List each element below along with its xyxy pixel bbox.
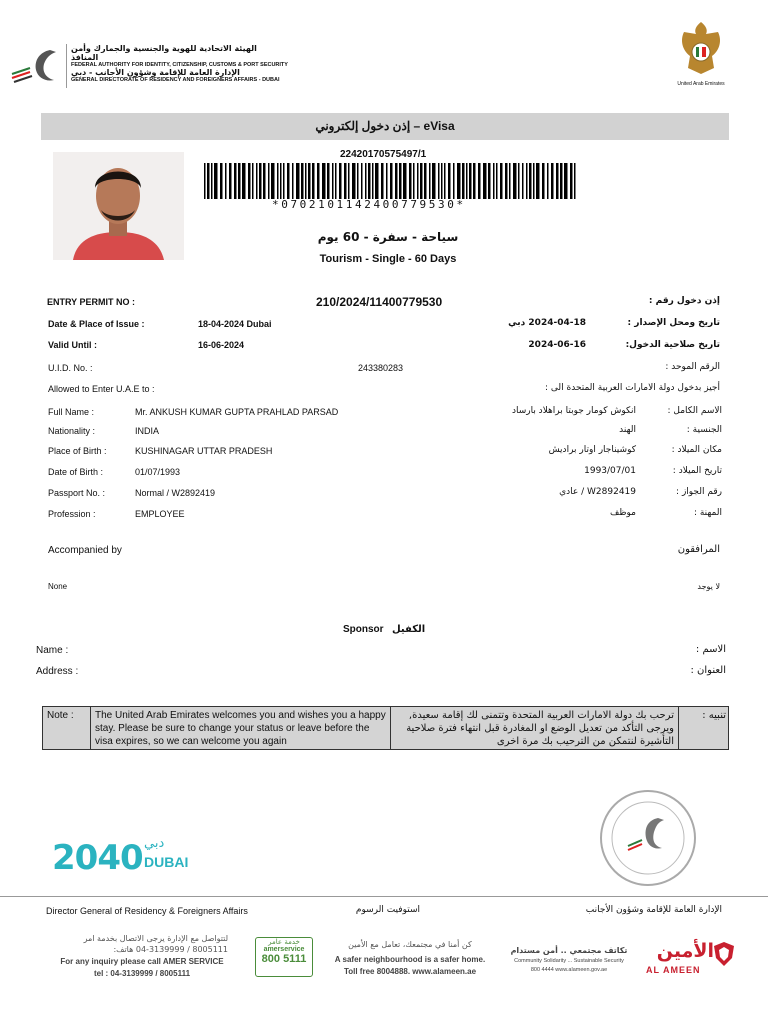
barcode-bar bbox=[462, 163, 465, 199]
barcode-bar bbox=[256, 163, 258, 199]
community-en: Community Solidarity ... Sustainable Security bbox=[514, 958, 624, 964]
barcode-bar bbox=[301, 163, 304, 199]
barcode-bar bbox=[399, 163, 402, 199]
barcode-bar bbox=[513, 163, 517, 199]
note-box bbox=[42, 706, 729, 750]
entry-permit-label: ENTRY PERMIT NO : bbox=[47, 297, 136, 307]
field-label-ar: تاريخ الميلاد : bbox=[672, 466, 722, 476]
barcode bbox=[204, 163, 578, 199]
barcode-bar bbox=[483, 163, 487, 199]
barcode-bar bbox=[277, 163, 279, 199]
uae-falcon-emblem-icon bbox=[674, 20, 728, 76]
barcode-bar bbox=[438, 163, 440, 199]
barcode-bar bbox=[409, 163, 412, 199]
field-value: KUSHINAGAR UTTAR PRADESH bbox=[135, 446, 273, 456]
authority-ar-1: الهيئة الاتحادية للهوية والجنسية والجمارك وأمن المنافذ bbox=[71, 44, 257, 62]
valid-label: Valid Until : bbox=[48, 340, 98, 350]
issue-value-ar: 2024-04-18 دبي bbox=[508, 318, 586, 328]
contact-ar-2: 8005111 / 04-3139999 هاتف: bbox=[113, 945, 228, 954]
barcode-bar bbox=[413, 163, 415, 199]
authority-logo bbox=[10, 44, 62, 88]
barcode-top-number: 22420170575497/1 bbox=[340, 149, 427, 160]
field-value-ar: كوشيناجار اوتار برادیش bbox=[548, 445, 636, 455]
contact-en-2: tel : 04-3139999 / 8005111 bbox=[93, 969, 191, 978]
field-value-ar: W2892419 / عادي bbox=[559, 487, 636, 497]
barcode-bar bbox=[542, 163, 545, 199]
barcode-bar bbox=[420, 163, 423, 199]
barcode-bar bbox=[496, 163, 498, 199]
authority-en-1: FEDERAL AUTHORITY FOR IDENTITY, CITIZENSHIP, CUSTOMS & PORT SECURITY bbox=[71, 62, 288, 68]
barcode-bar bbox=[252, 163, 254, 199]
field-label: Passport No. : bbox=[48, 488, 106, 498]
barcode-bar bbox=[395, 163, 398, 199]
barcode-bar bbox=[441, 163, 443, 199]
note-label-ar: تنبيه : bbox=[702, 710, 726, 721]
barcode-bar bbox=[332, 163, 334, 199]
barcode-bar bbox=[312, 163, 315, 199]
barcode-bar bbox=[556, 163, 559, 199]
barcode-bar bbox=[457, 163, 461, 199]
sponsor-title-ar: الكفيل bbox=[392, 624, 426, 635]
field-value-ar: موظف bbox=[610, 508, 636, 518]
barcode-bar bbox=[533, 163, 535, 199]
uid-label: U.I.D. No. : bbox=[48, 363, 93, 373]
al-ameen-ar: الأمين bbox=[656, 940, 714, 962]
field-label-ar: الجنسية : bbox=[686, 425, 722, 435]
issue-label-ar: تاريخ ومحل الإصدار : bbox=[627, 318, 720, 328]
barcode-bar bbox=[564, 163, 568, 199]
valid-value-ar: 2024-06-16 bbox=[528, 340, 586, 350]
uae-emblem bbox=[672, 20, 730, 87]
field-value-ar: انكوش كومار جوبتا براهلاد بارساد bbox=[511, 406, 636, 416]
barcode-bar bbox=[214, 163, 218, 199]
field-label: Full Name : bbox=[48, 407, 95, 417]
safer-en-2: Toll free 8004888. www.alameen.ae bbox=[343, 967, 477, 976]
barcode-bar bbox=[574, 163, 576, 199]
barcode-bar bbox=[368, 163, 371, 199]
authority-ar-2: الإدارة العامة للإقامة وشؤون الأجانب - دبي bbox=[71, 68, 240, 77]
barcode-bar bbox=[220, 163, 223, 199]
director-general-en: Director General of Residency & Foreigners Affairs bbox=[46, 906, 248, 916]
sponsor-address-label: Address : bbox=[36, 666, 79, 677]
barcode-bar bbox=[500, 163, 503, 199]
dubai-2040-number: 2040 bbox=[52, 838, 143, 878]
barcode-bar bbox=[424, 163, 427, 199]
issue-value: 18-04-2024 Dubai bbox=[198, 319, 272, 329]
field-label-ar: رقم الجواز : bbox=[676, 487, 722, 497]
al-ameen-shield-icon bbox=[714, 942, 734, 966]
dubai-2040-en: DUBAI bbox=[144, 854, 189, 870]
entry-permit-value: 210/2024/11400779530 bbox=[316, 295, 443, 309]
emblem-caption: United Arab Emirates bbox=[677, 81, 725, 87]
allowed-label: Allowed to Enter U.A.E to : bbox=[48, 384, 155, 394]
barcode-bar bbox=[429, 163, 431, 199]
accompanied-label-ar: المرافقون bbox=[677, 544, 720, 555]
contact-ar-1: لتتواصل مع الإدارة يرجى الاتصال بخدمة امر bbox=[83, 934, 228, 943]
barcode-bar bbox=[390, 163, 393, 199]
barcode-bar bbox=[348, 163, 350, 199]
field-value: 01/07/1993 bbox=[135, 467, 181, 477]
community-contact: 800 4444 www.alameen.gov.ae bbox=[530, 967, 608, 973]
al-ameen-logo bbox=[644, 940, 740, 976]
barcode-bar bbox=[466, 163, 468, 199]
barcode-bar bbox=[551, 163, 554, 199]
visa-type-en: Tourism - Single - 60 Days bbox=[319, 253, 457, 265]
community-ar: تكاتف مجتمعي .. أمن مستدام bbox=[510, 946, 628, 955]
barcode-bar bbox=[518, 163, 520, 199]
field-label: Date of Birth : bbox=[48, 467, 104, 477]
accompanied-value: None bbox=[48, 582, 68, 591]
al-ameen-en: AL AMEEN bbox=[646, 965, 701, 975]
issue-label: Date & Place of Issue : bbox=[48, 319, 145, 329]
barcode-bar bbox=[365, 163, 367, 199]
barcode-bar bbox=[478, 163, 481, 199]
applicant-photo bbox=[53, 152, 184, 260]
barcode-bar bbox=[322, 163, 326, 199]
fees-paid-ar: استوفيت الرسوم bbox=[355, 905, 420, 915]
contact-en-1: For any inquiry please call AMER SERVICE bbox=[60, 957, 224, 966]
barcode-bar bbox=[327, 163, 330, 199]
barcode-bar bbox=[344, 163, 347, 199]
seal-falcon-icon bbox=[602, 792, 694, 884]
barcode-bar bbox=[271, 163, 275, 199]
barcode-bar bbox=[375, 163, 379, 199]
field-label: Place of Birth : bbox=[48, 446, 107, 456]
barcode-bar bbox=[229, 163, 232, 199]
barcode-bar bbox=[570, 163, 573, 199]
barcode-bar bbox=[522, 163, 524, 199]
amer-service-badge bbox=[255, 937, 313, 977]
barcode-bottom-number: *0702101142400779530* bbox=[272, 198, 466, 211]
barcode-bar bbox=[509, 163, 511, 199]
barcode-bar bbox=[473, 163, 476, 199]
barcode-bar bbox=[317, 163, 320, 199]
field-label: Nationality : bbox=[48, 426, 96, 436]
amer-label: amerservice bbox=[263, 946, 305, 953]
field-value: EMPLOYEE bbox=[135, 509, 185, 519]
field-label-ar: الاسم الكامل : bbox=[667, 406, 722, 416]
sponsor-title: Sponsor bbox=[343, 624, 384, 635]
field-value-ar: الهند bbox=[619, 425, 636, 435]
sponsor-name-label-ar: الاسم : bbox=[695, 644, 726, 655]
barcode-bar bbox=[339, 163, 342, 199]
barcode-bar bbox=[357, 163, 359, 199]
barcode-bar bbox=[493, 163, 495, 199]
sponsor-address-label-ar: العنوان : bbox=[690, 665, 726, 676]
barcode-bar bbox=[335, 163, 337, 199]
barcode-bar bbox=[248, 163, 251, 199]
barcode-bar bbox=[352, 163, 356, 199]
barcode-bar bbox=[526, 163, 528, 199]
barcode-bar bbox=[372, 163, 374, 199]
accompanied-value-ar: لا يوجد bbox=[697, 582, 720, 591]
allowed-label-ar: أجيز بدخول دولة الامارات العربية المتحدة الى : bbox=[545, 383, 720, 393]
person-photo-icon bbox=[53, 152, 184, 260]
authority-en-2: GENERAL DIRECTORATE OF RESIDENCY AND FOREIGNERS AFFAIRS - DUBAI bbox=[71, 77, 280, 83]
official-seal bbox=[600, 790, 696, 886]
barcode-bar bbox=[287, 163, 290, 199]
barcode-bar bbox=[453, 163, 455, 199]
uid-label-ar: الرقم الموحد : bbox=[665, 362, 720, 372]
barcode-bar bbox=[207, 163, 210, 199]
barcode-bar bbox=[448, 163, 451, 199]
entry-permit-label-ar: إذن دخول رقم : bbox=[648, 296, 720, 306]
barcode-bar bbox=[529, 163, 532, 199]
barcode-bar bbox=[242, 163, 246, 199]
barcode-bar bbox=[308, 163, 311, 199]
barcode-bar bbox=[403, 163, 407, 199]
dubai-2040-ar: دبي bbox=[144, 836, 165, 851]
barcode-bar bbox=[204, 163, 206, 199]
barcode-bar bbox=[444, 163, 446, 199]
field-label-ar: مكان الميلاد : bbox=[671, 445, 722, 455]
barcode-bar bbox=[560, 163, 563, 199]
evisa-title: إذن دخول إلكتروني – eVisa bbox=[41, 113, 729, 140]
field-label: Profession : bbox=[48, 509, 96, 519]
director-general-ar: الإدارة العامة للإقامة وشؤون الأجانب bbox=[585, 905, 722, 915]
barcode-bar bbox=[263, 163, 266, 199]
barcode-bar bbox=[211, 163, 213, 199]
accompanied-label: Accompanied by bbox=[48, 545, 122, 556]
barcode-bar bbox=[469, 163, 472, 199]
barcode-bar bbox=[547, 163, 549, 199]
safer-ar: كن أمنا في مجتمعك، تعامل مع الأمين bbox=[348, 940, 472, 949]
barcode-bar bbox=[361, 163, 363, 199]
note-text-ar: ترحب بك دولة الامارات العربية المتحدة وتتمنى لك إقامة سعيدة, ويرجى التأكد من تعديل الوضع او المغادرة قبل انتهاء فترة صلاحية التأشيرة لنتمكن من الترحيب بك مرة اخرى bbox=[391, 707, 679, 749]
field-label-ar: المهنة : bbox=[693, 508, 722, 518]
barcode-bar bbox=[292, 163, 294, 199]
barcode-bar bbox=[225, 163, 227, 199]
barcode-bar bbox=[280, 163, 282, 199]
barcode-bar bbox=[238, 163, 241, 199]
sponsor-name-label: Name : bbox=[36, 645, 69, 656]
safer-en-1: A safer neighbourhood is a safer home. bbox=[334, 955, 486, 964]
barcode-bar bbox=[386, 163, 388, 199]
field-value: Normal / W2892419 bbox=[135, 488, 216, 498]
valid-value: 16-06-2024 bbox=[198, 340, 245, 350]
barcode-bar bbox=[259, 163, 262, 199]
barcode-bar bbox=[505, 163, 508, 199]
valid-label-ar: تاريخ صلاحية الدخول: bbox=[625, 340, 720, 350]
barcode-bar bbox=[296, 163, 300, 199]
barcode-bar bbox=[234, 163, 237, 199]
field-value: Mr. ANKUSH KUMAR GUPTA PRAHLAD PARSAD bbox=[135, 407, 339, 417]
barcode-bar bbox=[536, 163, 540, 199]
barcode-bar bbox=[283, 163, 285, 199]
field-value-ar: 1993/07/01 bbox=[584, 466, 636, 476]
barcode-bar bbox=[305, 163, 307, 199]
barcode-bar bbox=[381, 163, 384, 199]
dubai-2040-logo bbox=[52, 838, 192, 878]
barcode-bar bbox=[417, 163, 419, 199]
barcode-bar bbox=[432, 163, 436, 199]
falcon-logo-icon bbox=[10, 44, 62, 88]
barcode-bar bbox=[268, 163, 270, 199]
note-text-en: The United Arab Emirates welcomes you and wishes you a happy stay. Please be sure to change your status or leave before the visa expires, so we can welcome you again bbox=[91, 707, 391, 749]
amer-ar: خدمة عامر bbox=[268, 938, 300, 946]
amer-number: 800 5111 bbox=[261, 953, 307, 965]
note-label: Note : bbox=[43, 707, 91, 749]
field-value: INDIA bbox=[135, 426, 160, 436]
uid-value: 243380283 bbox=[358, 363, 404, 373]
barcode-bar bbox=[488, 163, 491, 199]
visa-type-ar: سياحة - سفرة - 60 يوم bbox=[317, 230, 459, 244]
